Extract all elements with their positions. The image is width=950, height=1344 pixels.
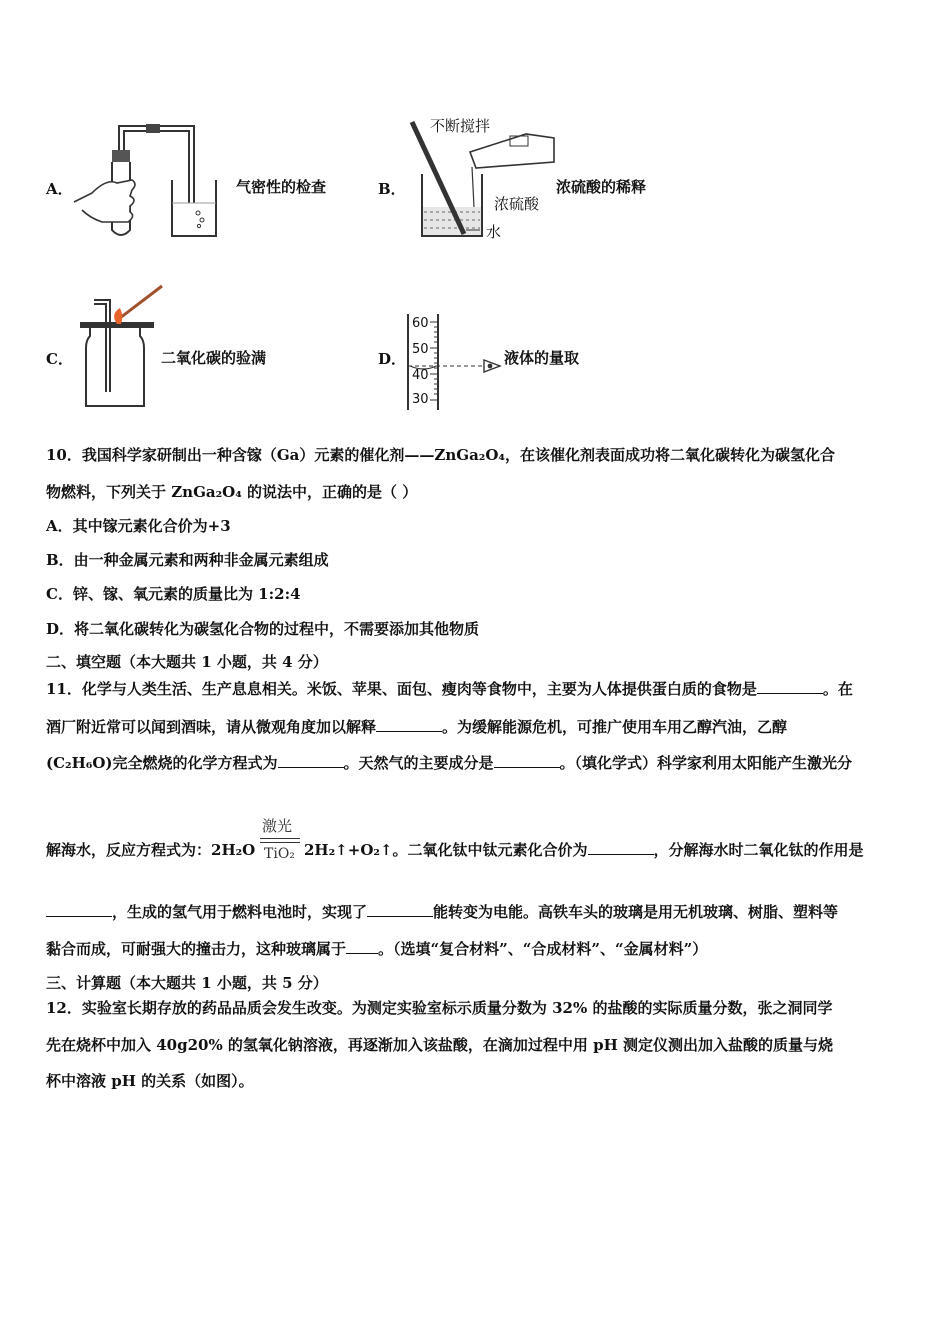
option-a-letter: A．	[46, 180, 73, 198]
reaction-arrow	[260, 838, 300, 839]
q11-l6b: 。（选填“复合材料”、“合成材料”、“金属材料”）	[378, 940, 708, 958]
tick-60: 60	[412, 316, 429, 331]
answer-blank[interactable]	[757, 679, 823, 694]
q11-l2a: 酒厂附近常可以闻到酒味，请从微观角度加以解释	[46, 718, 377, 736]
answer-blank[interactable]	[278, 753, 344, 768]
q11-l3c: 。（填化学式）科学家利用太阳能产生激光分	[559, 754, 853, 772]
condition-bottom: TiO₂	[264, 846, 295, 862]
option-d-label: 液体的量取	[504, 349, 580, 367]
q11-l4c: ，分解海水时二氧化钛的作用是	[653, 841, 864, 859]
q11-l3a: (C₂H₆O)完全燃烧的化学方程式为	[46, 754, 278, 772]
q11-line4	[304, 840, 864, 860]
figure-label-acid: 浓硫酸	[494, 195, 540, 213]
q10-option-c: C．锌、镓、氧元素的质量比为 1:2:4	[46, 585, 301, 603]
section-3-heading: 三、计算题（本大题共 1 小题，共 5 分）	[46, 974, 328, 992]
q11-l1a: 11．化学与人类生活、生产息息相关。米饭、苹果、面包、瘦肉等食物中，主要为人体提供蛋白质的食物是	[46, 680, 757, 698]
q11-line6	[46, 939, 707, 959]
tick-50: 50	[412, 342, 429, 357]
option-b-letter: B．	[378, 180, 406, 198]
q11-l6a: 黏合而成，可耐强大的撞击力，这种玻璃属于	[46, 940, 347, 958]
q10-line2: 物燃料，下列关于 ZnGa₂O₄ 的说法中，正确的是（ ）	[46, 483, 418, 501]
figure-label-water: 水	[486, 223, 502, 241]
q11-l1b: 。在	[822, 680, 853, 698]
q12-line3: 杯中溶液 pH 的关系（如图）。	[46, 1072, 254, 1090]
q10-option-a: A．其中镓元素化合价为+3	[46, 517, 231, 535]
answer-blank[interactable]	[46, 902, 112, 917]
reaction-arrow-2	[260, 842, 300, 843]
option-c-label: 二氧化碳的验满	[161, 349, 267, 367]
q12-line2: 先在烧杯中加入 40g20% 的氢氧化钠溶液，再逐渐加入该盐酸，在滴加过程中用 pH 测定仪测出加入盐酸的质量与烧	[46, 1036, 834, 1054]
q11-line2	[46, 717, 787, 737]
answer-blank[interactable]	[494, 753, 560, 768]
option-a-label: 气密性的检查	[236, 178, 327, 196]
condition-top: 激光	[262, 817, 293, 835]
tick-30: 30	[412, 392, 429, 407]
co2-full-check-figure	[80, 282, 170, 412]
q11-l3b: 。天然气的主要成分是	[343, 754, 494, 772]
tick-40: 40	[412, 368, 429, 383]
answer-blank[interactable]	[346, 939, 378, 954]
q11-l4b: 2H₂↑+O₂↑。二氧化钛中钛元素化合价为	[304, 841, 588, 859]
q11-l2b: 。为缓解能源危机，可推广使用车用乙醇汽油，乙醇	[442, 718, 788, 736]
q10-option-d: D．将二氧化碳转化为碳氢化合物的过程中，不需要添加其他物质	[46, 620, 480, 638]
section-2-heading: 二、填空题（本大题共 1 小题，共 4 分）	[46, 653, 328, 671]
q11-line1	[46, 679, 853, 699]
q10-option-b: B．由一种金属元素和两种非金属元素组成	[46, 551, 329, 569]
option-d-letter: D．	[378, 350, 407, 368]
answer-blank[interactable]	[588, 840, 654, 855]
q11-line5	[46, 902, 838, 922]
q12-line1: 12．实验室长期存放的药品品质会发生改变。为测定实验室标示质量分数为 32% 的盐酸的实际质量分数，张之洞同学	[46, 999, 833, 1017]
q11-line4a: 解海水，反应方程式为：2H₂O	[46, 841, 256, 859]
q11-l5b: 能转变为电能。高铁车头的玻璃是用无机玻璃、树脂、塑料等	[433, 903, 839, 921]
answer-blank[interactable]	[376, 717, 442, 732]
option-c-letter: C．	[46, 350, 73, 368]
airtight-check-figure	[72, 118, 222, 243]
option-b-label: 浓硫酸的稀释	[556, 178, 647, 196]
q11-l5a: ，生成的氢气用于燃料电池时，实现了	[112, 903, 368, 921]
q11-line3	[46, 753, 852, 773]
figure-label-stir: 不断搅拌	[430, 117, 491, 135]
q10-line1: 10．我国科学家研制出一种含镓（Ga）元素的催化剂——ZnGa₂O₄，在该催化剂表面成功将二氧化碳转化为碳氢化合	[46, 446, 835, 464]
answer-blank[interactable]	[367, 902, 433, 917]
